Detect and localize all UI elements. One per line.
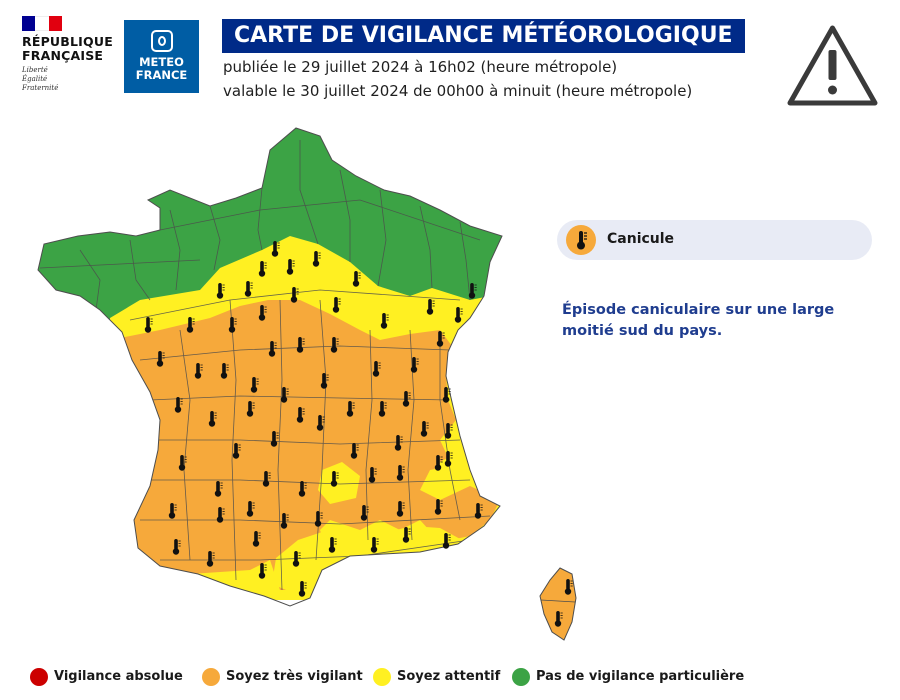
legend-label: Soyez attentif bbox=[397, 669, 501, 684]
meteo-line2: FRANCE bbox=[135, 68, 188, 82]
motto-fraternite: Fraternité bbox=[22, 84, 59, 90]
legend-dot-green-icon bbox=[512, 668, 530, 686]
republique-label: RÉPUBLIQUE FRANÇAISE bbox=[22, 34, 113, 63]
page-title: CARTE DE VIGILANCE MÉTÉOROLOGIQUE bbox=[222, 19, 745, 53]
motto-liberte: Liberté bbox=[22, 66, 48, 74]
legend-dot-yellow-icon bbox=[373, 668, 391, 686]
legend-label: Vigilance absolue bbox=[54, 669, 183, 684]
thermometer-icon bbox=[566, 225, 596, 255]
corsica bbox=[540, 568, 576, 640]
legend-dot-orange-icon bbox=[202, 668, 220, 686]
validity-period: valable le 30 juillet 2024 de 00h00 à minuit (heure métropole) bbox=[223, 82, 693, 100]
legend-label: Soyez très vigilant bbox=[226, 669, 363, 684]
phenomenon-label: Canicule bbox=[607, 231, 675, 247]
mainland-france bbox=[0, 100, 560, 600]
publication-date: publiée le 29 juillet 2024 à 16h02 (heure métropole) bbox=[223, 58, 618, 76]
motto-egalite: Égalité bbox=[22, 75, 48, 83]
legend-dot-red-icon bbox=[30, 668, 48, 686]
phenomenon-canicule[interactable] bbox=[557, 220, 872, 260]
vigilance-message: Épisode caniculaire sur une large moitié sud du pays. bbox=[562, 302, 835, 339]
legend-label: Pas de vigilance particulière bbox=[536, 669, 745, 684]
meteo-line1: METEO bbox=[139, 55, 184, 69]
